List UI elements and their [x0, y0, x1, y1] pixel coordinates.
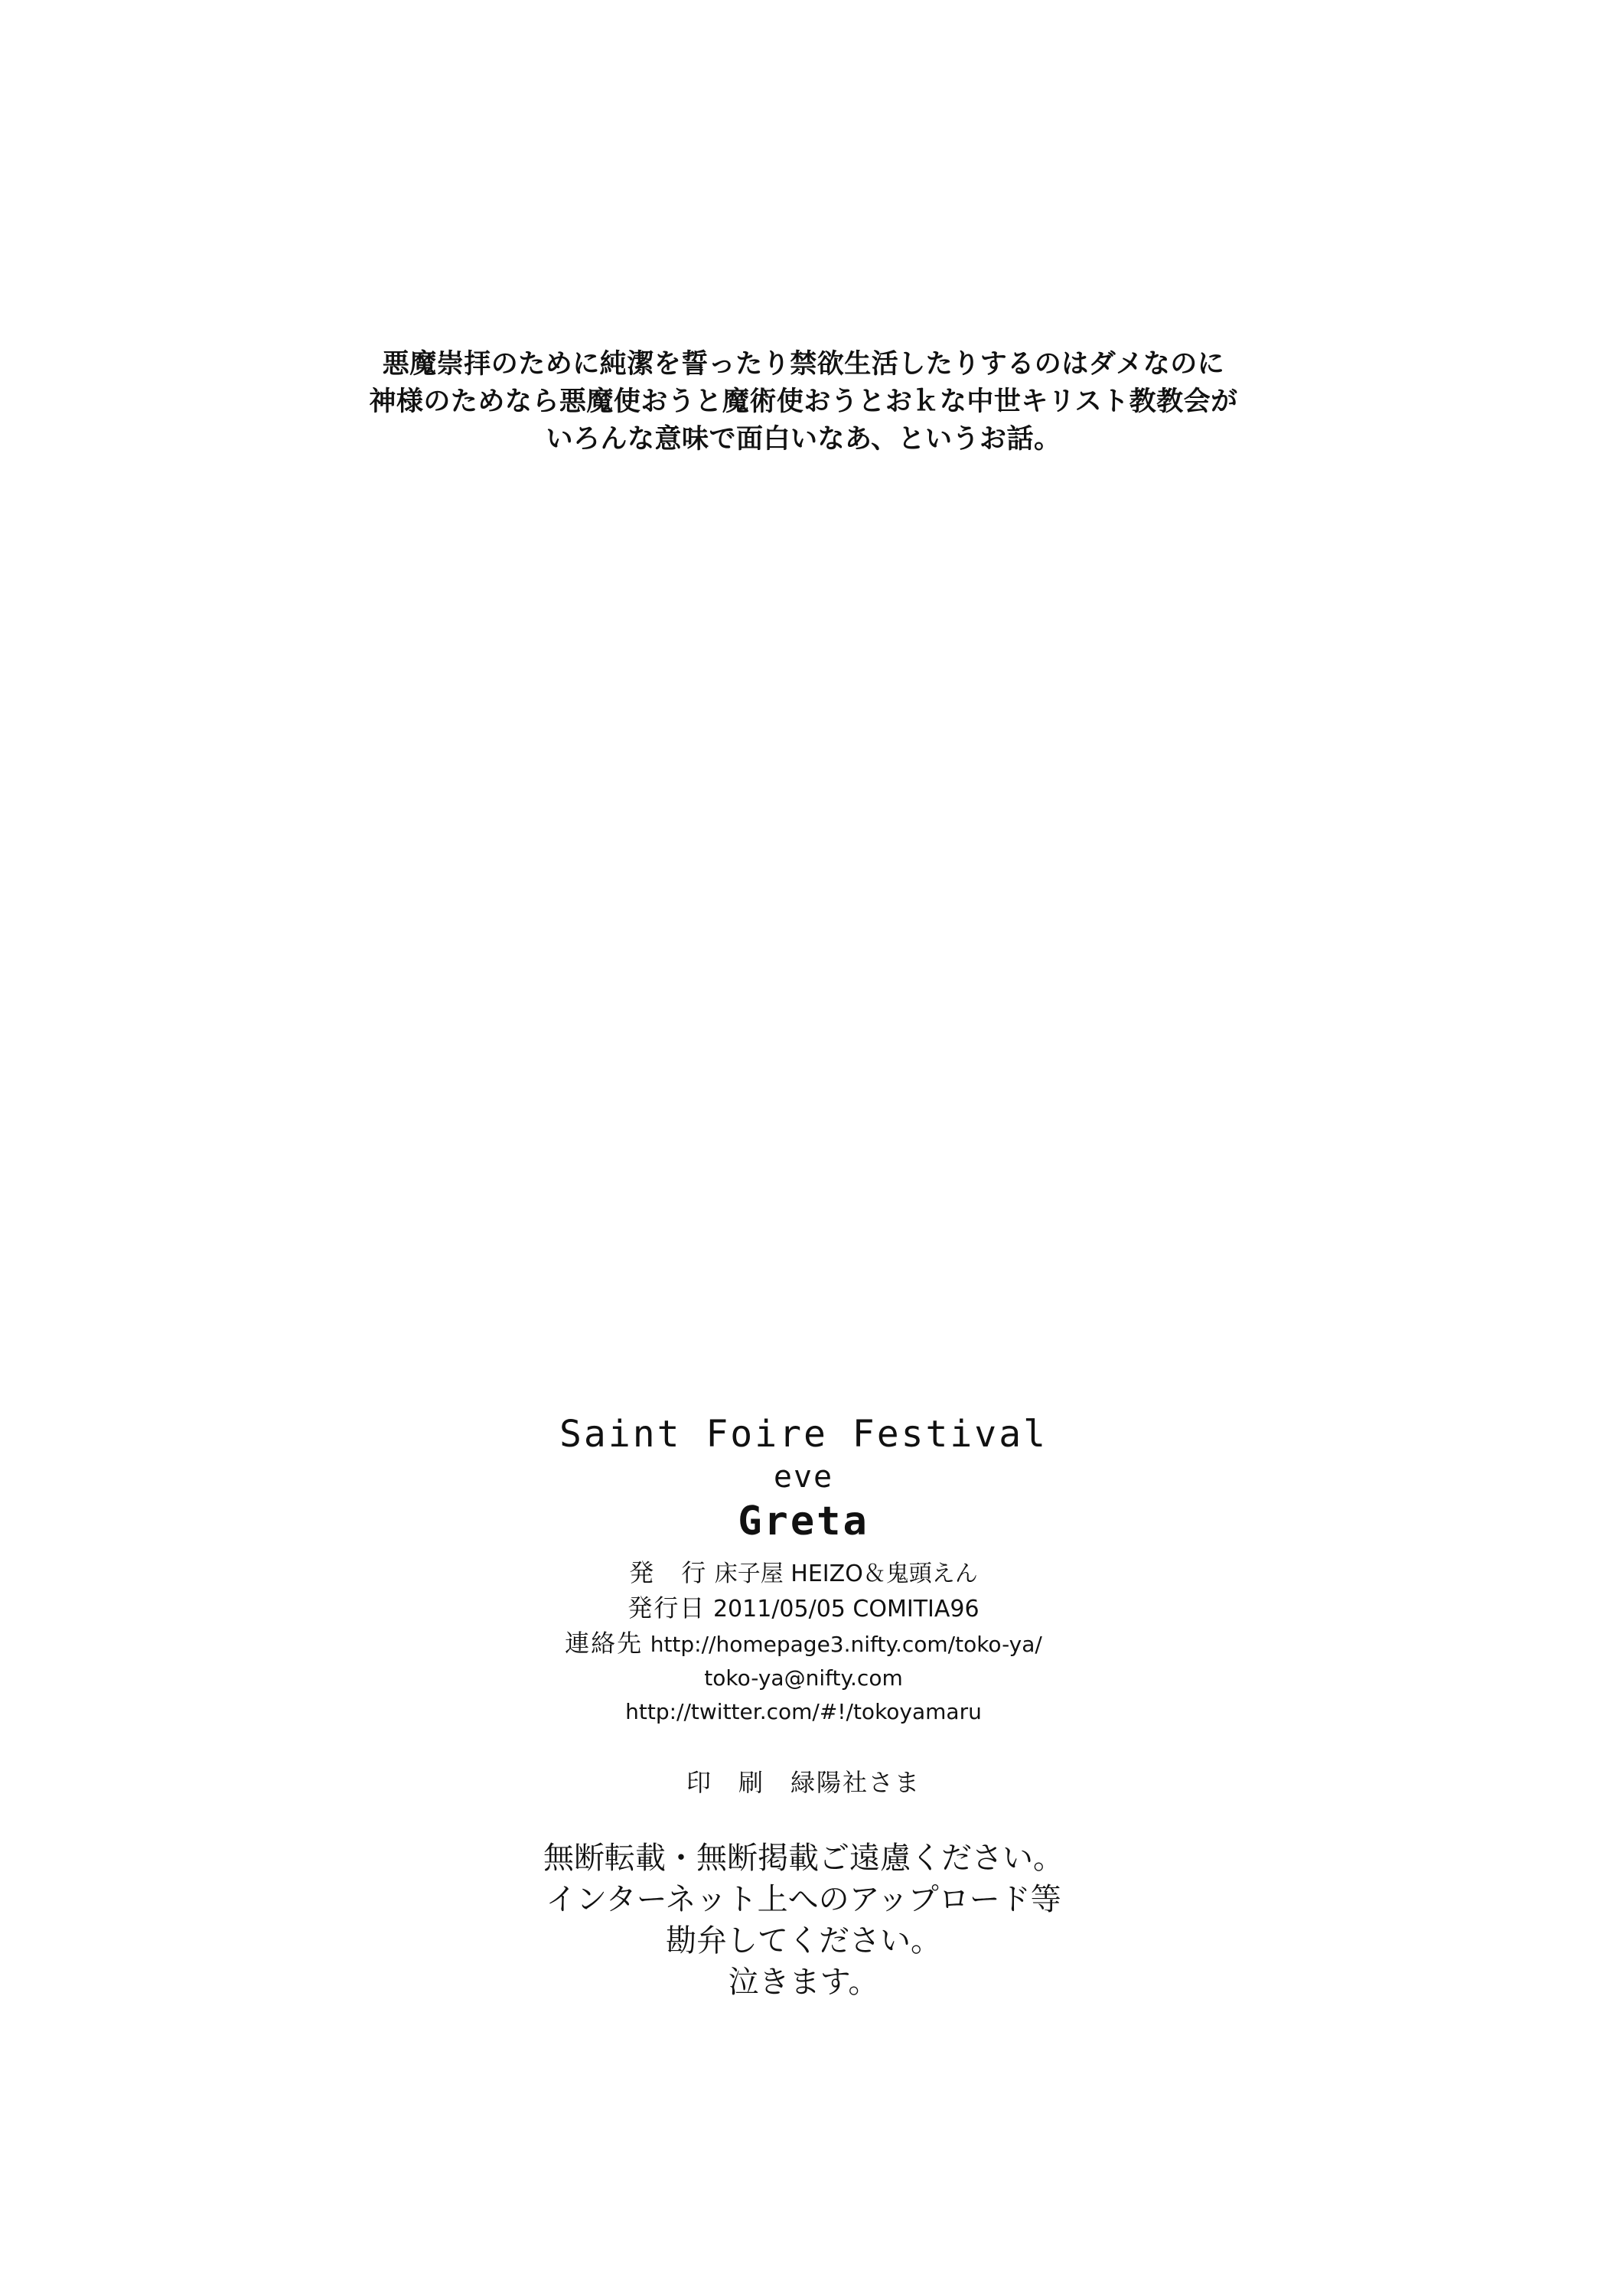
credit-row-twitter [0, 1695, 1607, 1729]
printer-row: 印 刷 緑陽社さま [686, 1768, 921, 1797]
credit-row-publisher [0, 1556, 1607, 1591]
credit-value-url: http://homepage3.nifty.com/toko-ya/ [650, 1632, 1042, 1657]
afterword-line: 悪魔崇拝のために純潔を誓ったり禁欲生活したりするのはダメなのに [382, 349, 1225, 380]
credit-row-email [0, 1662, 1607, 1695]
printer-block [0, 1766, 1607, 1799]
afterword-line: 神様のためなら悪魔使おうと魔術使おうとおｋな中世キリスト教教会が [369, 386, 1238, 417]
credit-value-twitter: http://twitter.com/#!/tokoyamaru [625, 1699, 982, 1724]
credit-value: 2011/05/05 COMITIA96 [712, 1596, 980, 1623]
colophon-block [0, 1412, 1607, 2003]
copyright-notice [0, 1838, 1607, 2003]
notice-line: インターネット上へのアップロード等 [546, 1882, 1061, 1917]
work-subtitle: eve [773, 1459, 834, 1495]
notice-line: 無断転載・無断掲載ご遠慮ください。 [543, 1841, 1064, 1876]
work-title: Saint Foire Festival [559, 1413, 1048, 1456]
credit-label: 発行日 [627, 1593, 706, 1623]
credit-value-email: toko-ya@nifty.com [704, 1665, 903, 1691]
afterword-line: いろんな意味で面白いなあ、というお話。 [546, 424, 1061, 455]
credit-label: 発 行 [629, 1558, 708, 1587]
notice-line: 勘弁してください。 [666, 1923, 941, 1958]
credit-value: 床子屋 HEIZO＆鬼頭えん [714, 1561, 978, 1587]
credit-row-contact [0, 1626, 1607, 1662]
credit-label: 連絡先 [565, 1629, 644, 1658]
credit-row-date [0, 1591, 1607, 1626]
notice-line: 泣きます。 [728, 1965, 879, 2000]
credits-list [0, 1556, 1607, 1729]
afterword-note [0, 346, 1607, 458]
work-volume-name: Greta [738, 1499, 869, 1544]
